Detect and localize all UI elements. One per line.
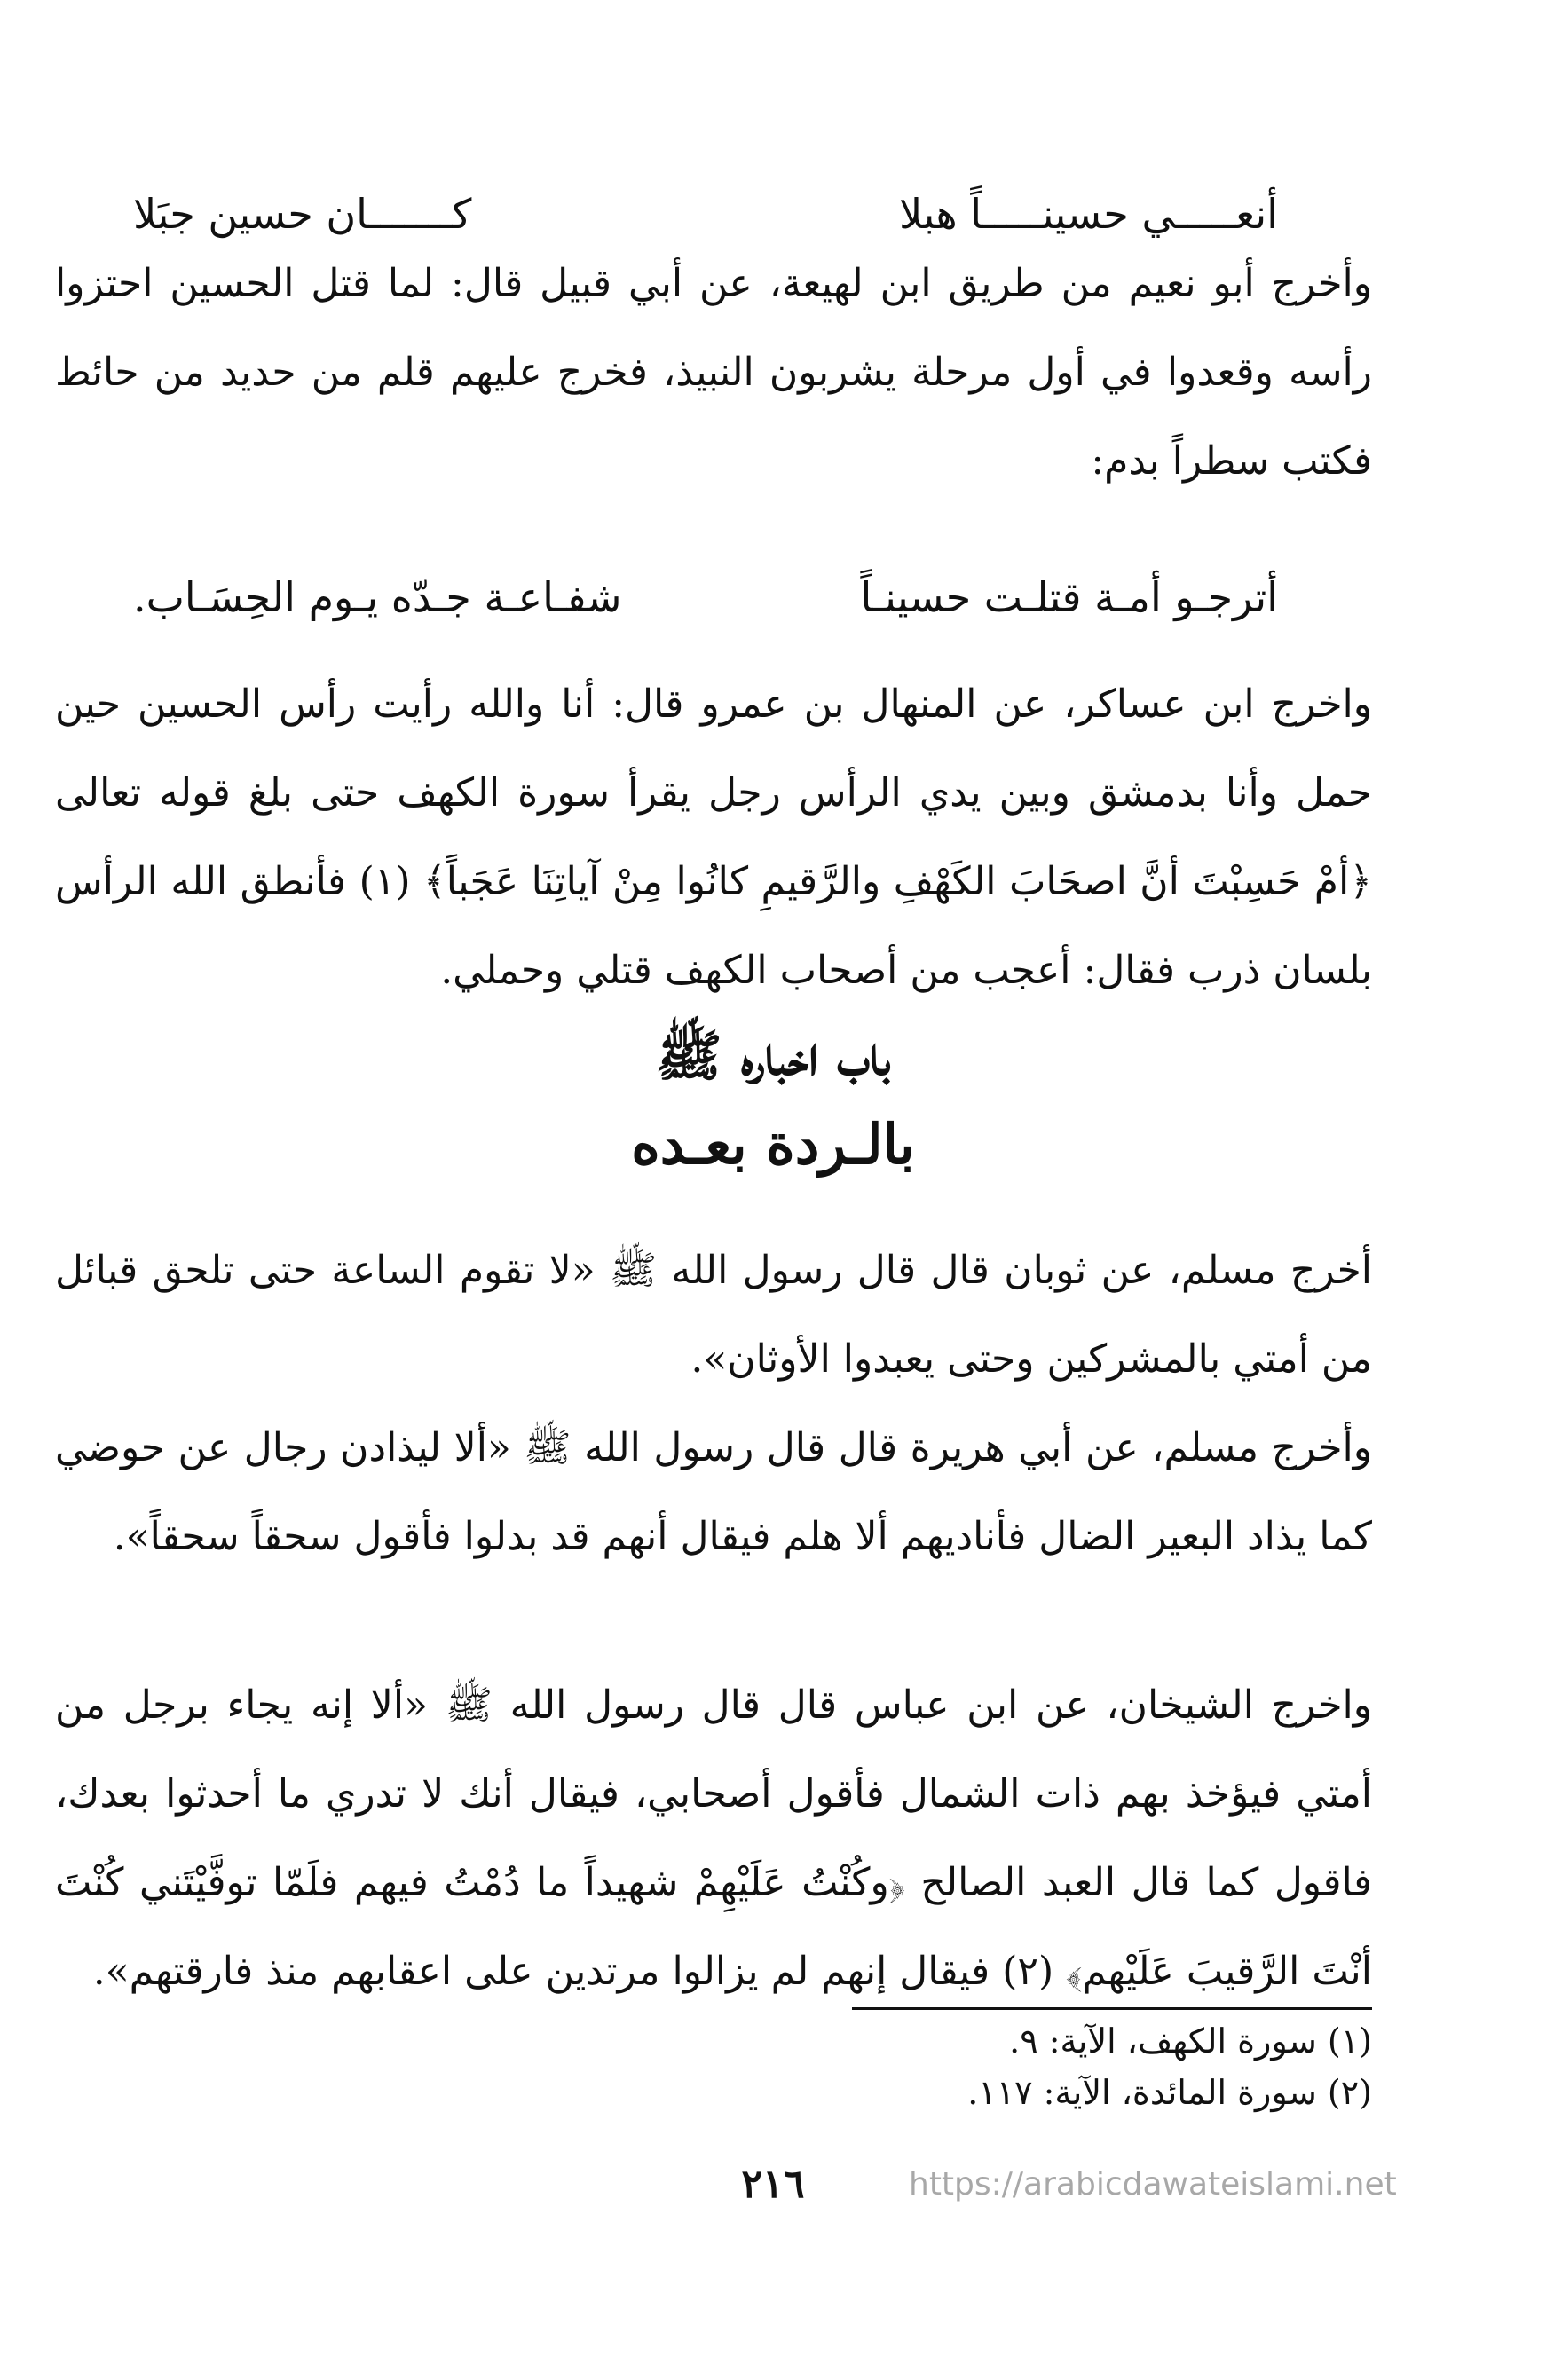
- verse-2-second-hemistich: شفـاعـة جـدّه يـوم الحِسَـاب.: [133, 573, 622, 621]
- verse-1-second-hemistich: كـــــــان حسين جبَلا: [133, 190, 472, 238]
- watermark-url: https://arabicdawateislami.net: [909, 2166, 1397, 2203]
- footnote-1: (١) سورة الكهف، الآية: ٩.: [1009, 2021, 1372, 2061]
- paragraph-muslim-abu-hurayra: وأخرج مسلم، عن أبي هريرة قال قال رسول الله ﷺ «ألا ليذادن رجال عن حوضي كما يذاد البعير الضال فأناديهم ألا هلم فيقال أنهم قد بدلوا فأقول سحقاً سحقاً».: [55, 1425, 1372, 1559]
- paragraph-ibn-asakir: واخرج ابن عساكر، عن المنهال بن عمرو قال: أنا والله رأيت رأس الحسين حين حمل وأنا بدمشق وبين يدي الرأس رجل يقرأ سورة الكهف حتى بلغ قوله تعالى ﴿أمْ حَسِبْتَ أنَّ اصحَابَ الكَهْفِ والرَّقيمِ كانُوا مِنْ آياتِنَا عَجَباً﴾ (١) فأنطق الله الرأس بلسان ذرب فقال: أعجب من أصحاب الكهف قتلي وحملي.: [55, 682, 1372, 993]
- paragraph-shaykhan-ibn-abbas: واخرج الشيخان، عن ابن عباس قال قال رسول الله ﷺ «ألا إنه يجاء برجل من أمتي فيؤخذ بهم ذات الشمال فأقول أصحابي، فيقال أنك لا تدري ما أحدثوا بعدك، فاقول كما قال العبد الصالح ﴿وكُنْتُ عَلَيْهِمْ شهيداً ما دُمْتُ فيهم فلَمّا توفَّيْتَني كُنْتَ أنْتَ الرَّقيبَ عَلَيْهم﴾ (٢) فيقال إنهم لم يزالوا مرتدين على اعقابهم منذ فارقتهم».: [55, 1683, 1372, 1994]
- paragraph-abu-nuaym: وأخرج أبو نعيم من طريق ابن لهيعة، عن أبي قبيل قال: لما قتل الحسين احتزوا رأسه وقعدوا في أول مرحلة يشربون النبيذ، فخرج عليهم قلم من حديد من حائط فكتب سطراً بدم:: [55, 261, 1372, 484]
- footnote-separator: [852, 2007, 1372, 2010]
- footnote-2: (٢) سورة المائدة، الآية: ١١٧.: [967, 2073, 1372, 2112]
- verse-1-first-hemistich: أنعـــــي حسينـــــاً هبلا: [899, 190, 1278, 238]
- verse-2-first-hemistich: أترجـو أمـة قتلـت حسينـاً: [860, 573, 1278, 621]
- paragraph-muslim-thawban: أخرج مسلم، عن ثوبان قال قال رسول الله ﷺ «لا تقوم الساعة حتى تلحق قبائل من أمتي بالمشركين وحتى يعبدوا الأوثان».: [55, 1248, 1372, 1382]
- chapter-heading-line-2: بالـردة بعـده: [631, 1112, 915, 1177]
- poem-verse-2: [133, 557, 1278, 637]
- page-number: ٢١٦: [741, 2162, 805, 2207]
- chapter-heading-line-1: باب اخباره ﷺ: [655, 1023, 891, 1088]
